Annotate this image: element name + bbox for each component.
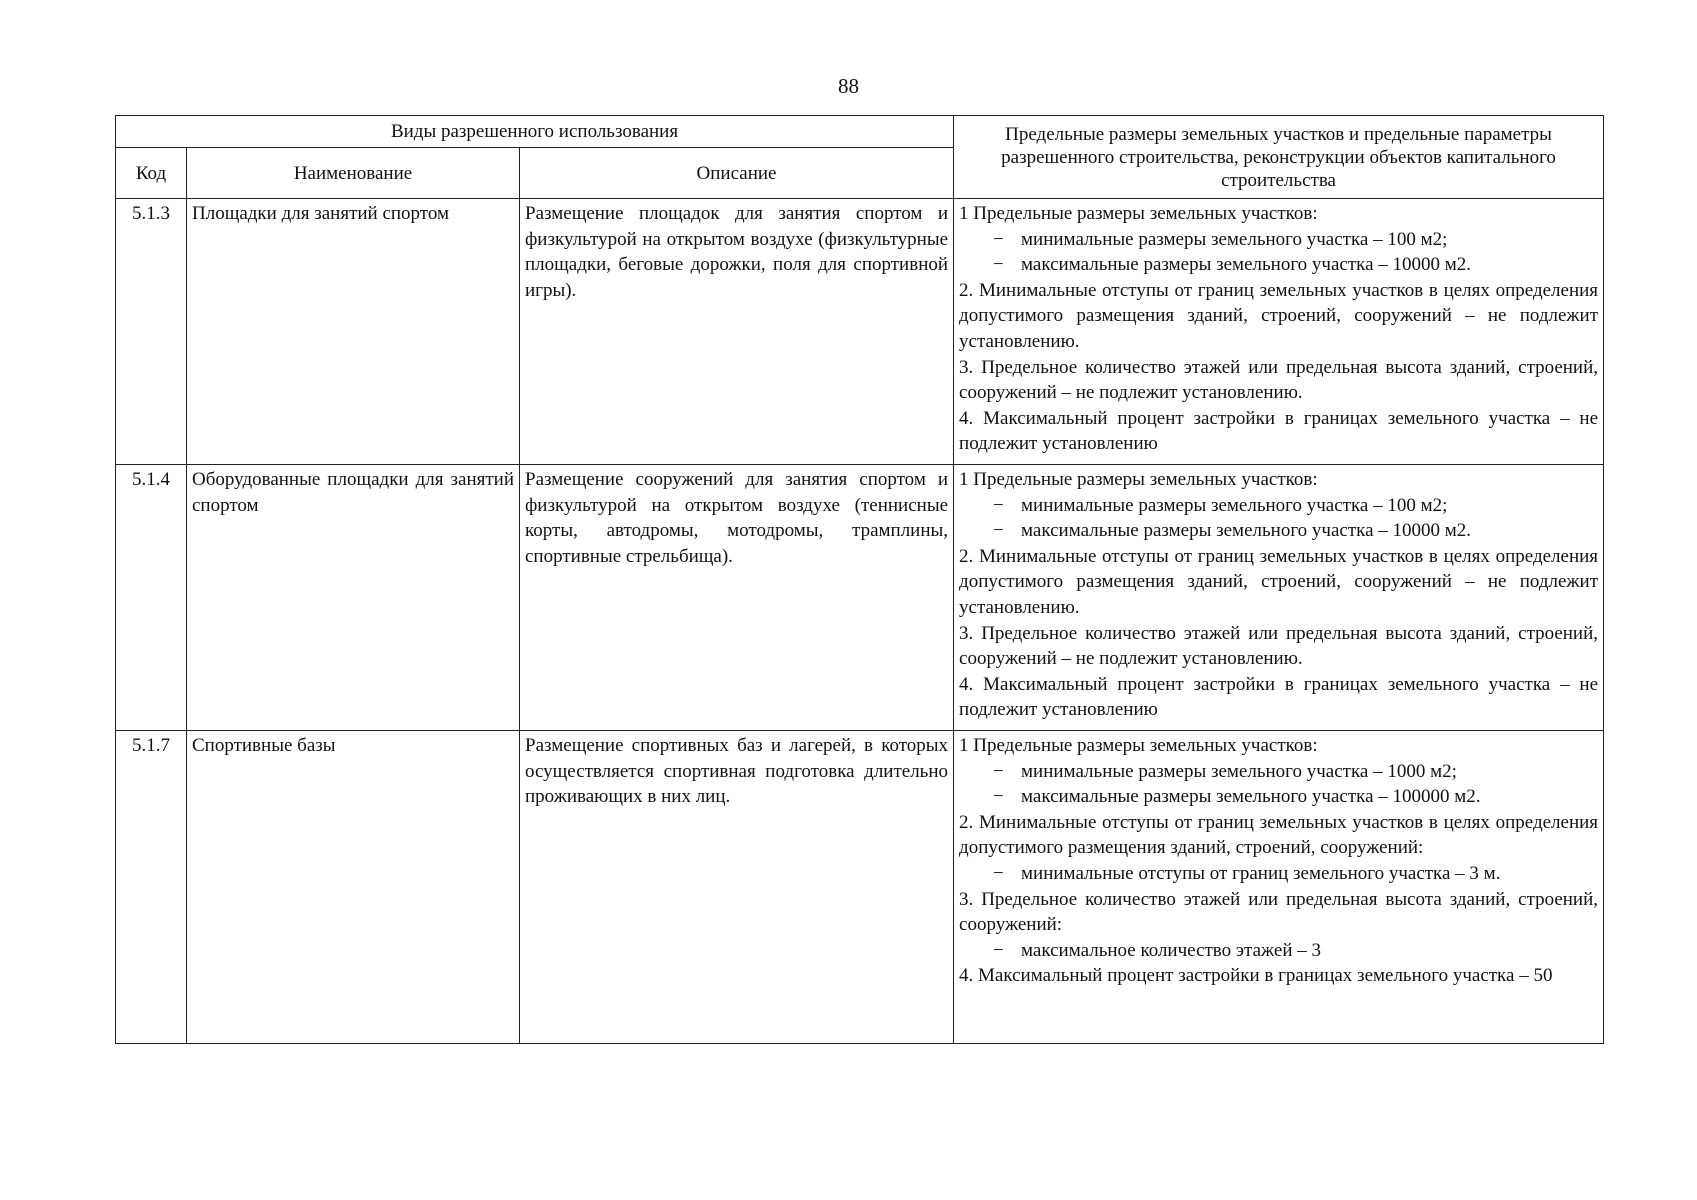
param-1-bullet: − минимальные размеры земельного участка – 100 м2; [959,493,1598,519]
param-3: 3. Предельное количество этажей или предельная высота зданий, строений, сооружений – не подлежит установлению. [959,622,1599,670]
table-row [116,731,1604,1044]
header-name: Наименование [187,148,520,199]
header-land-use-types: Виды разрешенного использования [116,116,954,148]
table-row [116,465,1604,731]
row-parameters [954,465,1604,731]
param-1-bullet: − максимальные размеры земельного участка – 10000 м2. [959,518,1598,544]
dash-bullet-icon: − [993,862,1004,884]
row-code: 5.1.7 [116,731,187,1044]
param-2: 2. Минимальные отступы от границ земельных участков в целях определения допустимого размещения зданий, строений, сооружений – не подлежит установлению. [959,279,1599,352]
row-code: 5.1.3 [116,199,187,465]
table-row [116,199,1604,465]
row-name: Спортивные базы [187,731,520,1044]
row-parameters [954,731,1604,1044]
param-1: 1 Предельные размеры земельных участков: [959,203,1318,224]
param-1-bullet: − максимальные размеры земельного участка – 10000 м2. [959,252,1598,278]
row-description: Размещение спортивных баз и лагерей, в которых осуществляется спортивная подготовка длительно проживающих в них лиц. [520,731,954,1044]
param-3: 3. Предельное количество этажей или предельная высота зданий, строений, сооружений: [959,888,1599,936]
param-1: 1 Предельные размеры земельных участков: [959,469,1318,490]
header-description: Описание [520,148,954,199]
page-number: 88 [838,74,859,98]
param-3: 3. Предельное количество этажей или предельная высота зданий, строений, сооружений – не подлежит установлению. [959,356,1599,404]
param-3-bullet: − максимальное количество этажей – 3 [959,938,1598,964]
dash-bullet-icon: − [993,939,1004,961]
param-2: 2. Минимальные отступы от границ земельных участков в целях определения допустимого размещения зданий, строений, сооружений – не подлежит установлению. [959,545,1599,618]
header-code: Код [116,148,187,199]
row-name: Оборудованные площадки для занятий спортом [187,465,520,731]
row-name: Площадки для занятий спортом [187,199,520,465]
param-2: 2. Минимальные отступы от границ земельных участков в целях определения допустимого размещения зданий, строений, сооружений: [959,811,1599,859]
param-1-bullet: − минимальные размеры земельного участка – 100 м2; [959,227,1598,253]
param-4: 4. Максимальный процент застройки в границах земельного участка – не подлежит установлению [959,673,1599,721]
param-4: 4. Максимальный процент застройки в границах земельного участка – 50 [959,965,1553,987]
dash-bullet-icon: − [993,760,1004,782]
dash-bullet-icon: − [993,494,1004,516]
row-code: 5.1.4 [116,465,187,731]
land-use-table [115,115,1604,1044]
dash-bullet-icon: − [993,520,1004,542]
row-description: Размещение сооружений для занятия спортом и физкультурой на открытом воздухе (теннисные корты, автодромы, мотодромы, трамплины, спортивные стрельбища). [520,465,954,731]
param-4: 4. Максимальный процент застройки в границах земельного участка – не подлежит установлению [959,407,1599,455]
row-description: Размещение площадок для занятия спортом и физкультурой на открытом воздухе (физкультурные площадки, беговые дорожки, поля для спортивной игры). [520,199,954,465]
dash-bullet-icon: − [993,254,1004,276]
dash-bullet-icon: − [993,786,1004,808]
param-2-bullet: − минимальные отступы от границ земельного участка – 3 м. [959,861,1598,887]
row-parameters [954,199,1604,465]
param-1: 1 Предельные размеры земельных участков: [959,735,1318,756]
dash-bullet-icon: − [993,228,1004,250]
header-limit-parameters: Предельные размеры земельных участков и предельные параметры разрешенного строительства, реконструкции объектов капитального строительства [954,116,1604,199]
param-1-bullet: − максимальные размеры земельного участка – 100000 м2. [959,784,1598,810]
param-1-bullet: − минимальные размеры земельного участка – 1000 м2; [959,759,1598,785]
